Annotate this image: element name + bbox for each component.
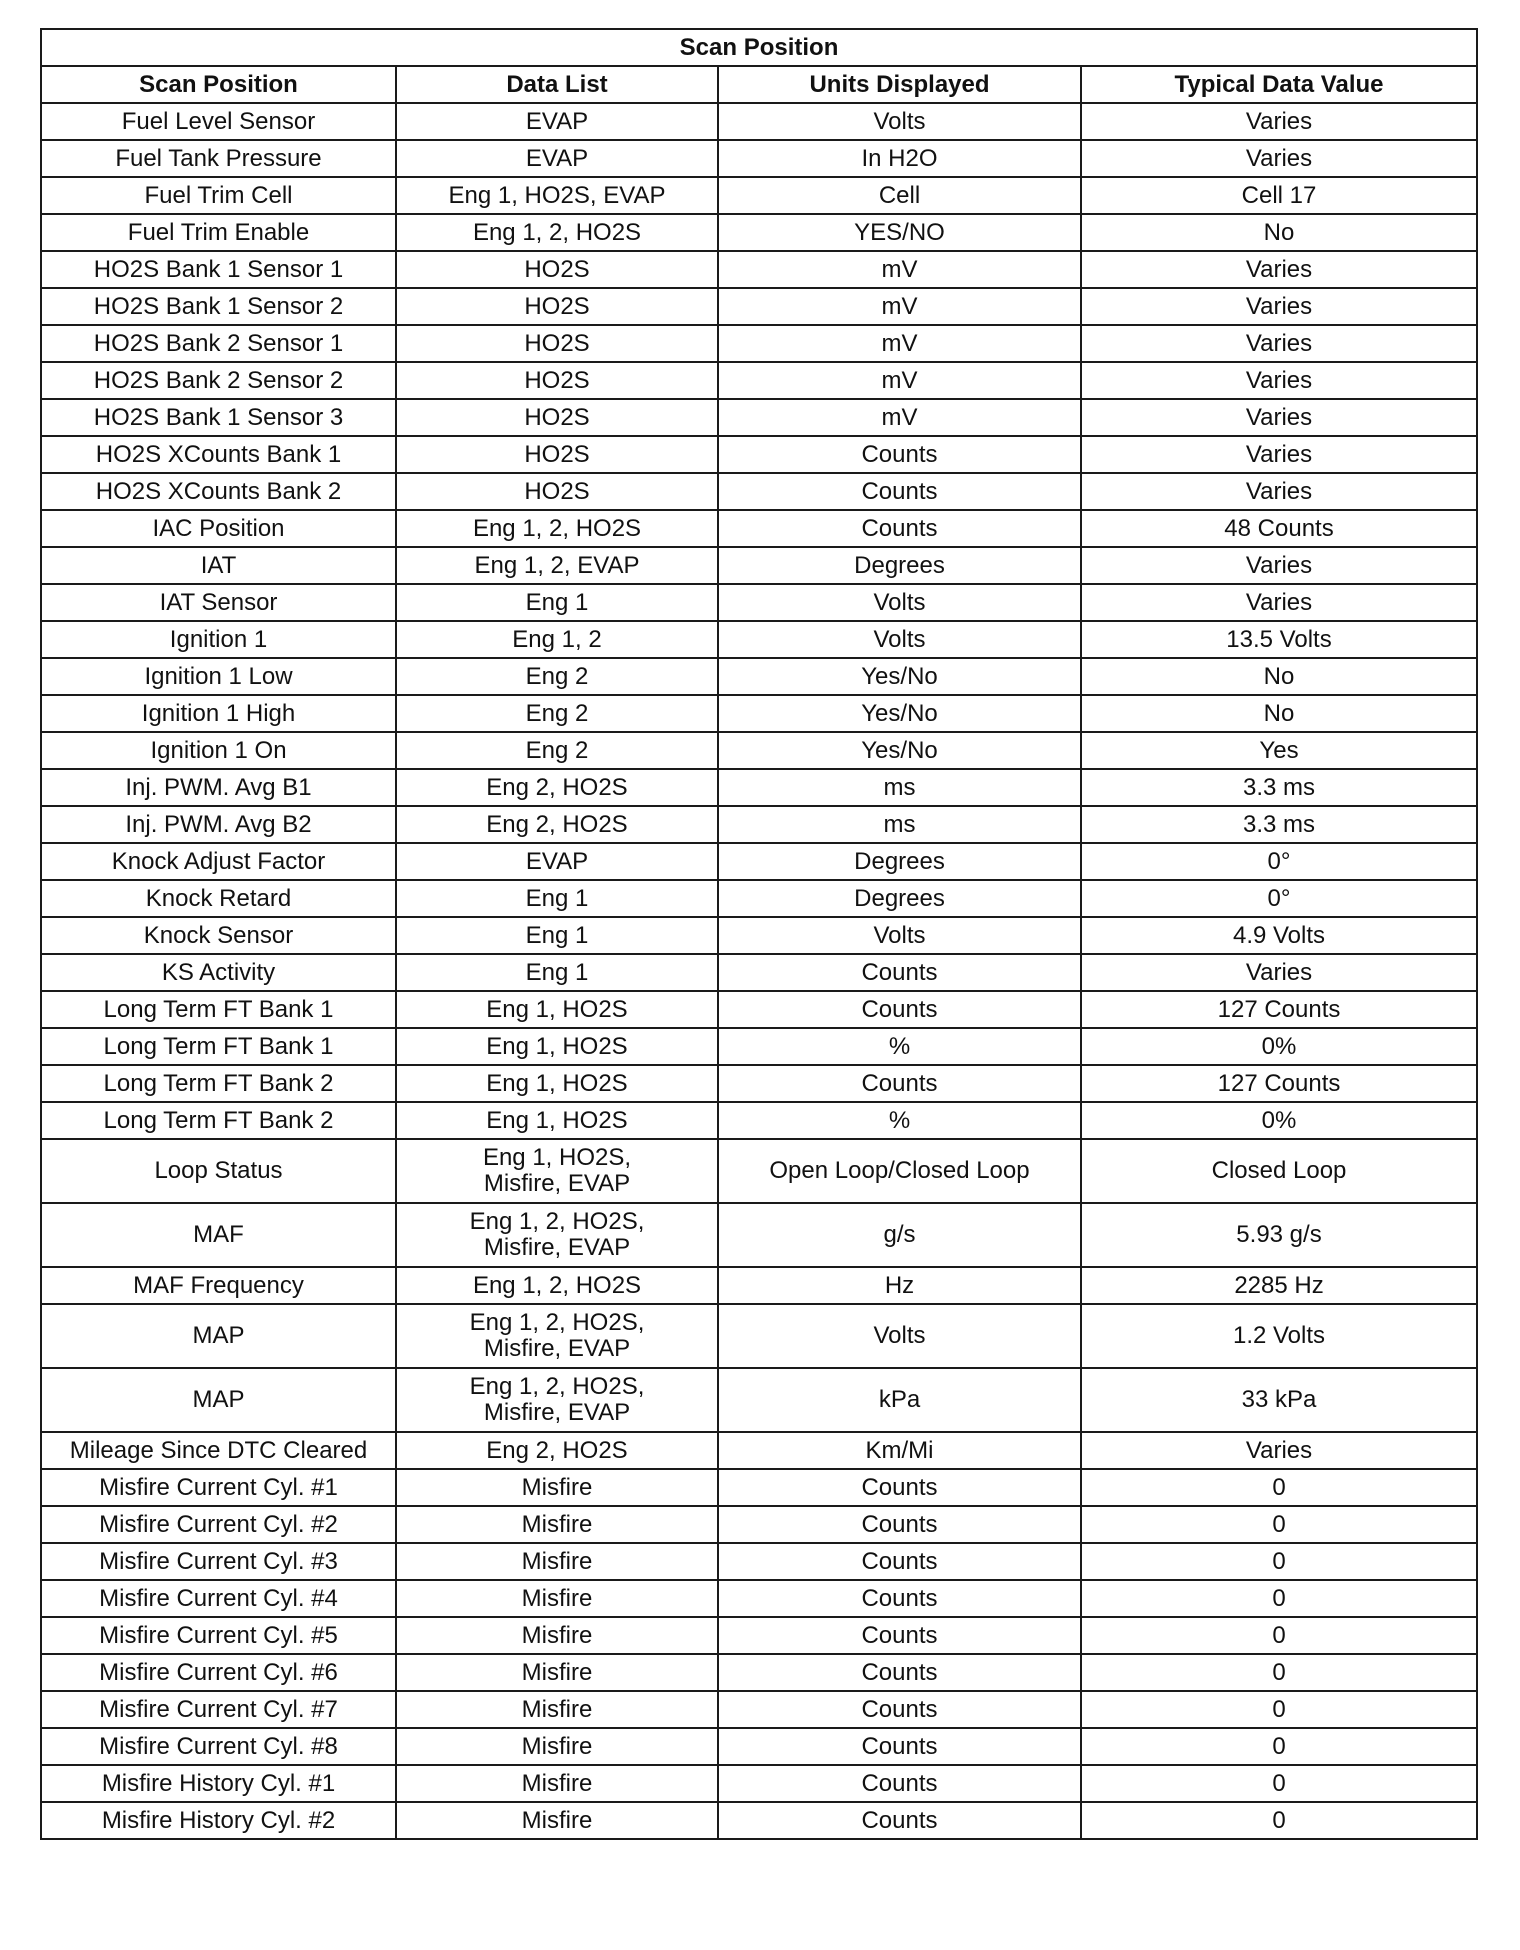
scan-position-cell: HO2S Bank 1 Sensor 1 xyxy=(41,251,396,288)
units-displayed-cell: Counts xyxy=(718,510,1081,547)
table-row xyxy=(41,1580,1477,1617)
table-row xyxy=(41,362,1477,399)
typical-data-value-cell: Varies xyxy=(1081,584,1477,621)
typical-data-value-cell: 0 xyxy=(1081,1580,1477,1617)
table-row xyxy=(41,1065,1477,1102)
typical-data-value-cell: Closed Loop xyxy=(1081,1139,1477,1203)
data-list-cell: Misfire xyxy=(396,1728,718,1765)
typical-data-value-cell: Varies xyxy=(1081,103,1477,140)
typical-data-value-cell: 0° xyxy=(1081,880,1477,917)
units-displayed-cell: g/s xyxy=(718,1203,1081,1267)
units-displayed-cell: % xyxy=(718,1028,1081,1065)
data-list-cell: Eng 2, HO2S xyxy=(396,806,718,843)
table-row xyxy=(41,177,1477,214)
units-displayed-cell: mV xyxy=(718,362,1081,399)
units-displayed-cell: Counts xyxy=(718,1802,1081,1839)
table-row xyxy=(41,880,1477,917)
table-row xyxy=(41,1506,1477,1543)
scan-position-cell: Fuel Level Sensor xyxy=(41,103,396,140)
units-displayed-cell: Volts xyxy=(718,584,1081,621)
typical-data-value-cell: 0 xyxy=(1081,1728,1477,1765)
data-list-cell: Eng 1, HO2S xyxy=(396,1102,718,1139)
data-list-cell: HO2S xyxy=(396,325,718,362)
scan-position-cell: HO2S Bank 2 Sensor 2 xyxy=(41,362,396,399)
typical-data-value-cell: 0% xyxy=(1081,1028,1477,1065)
header-typical-data-value: Typical Data Value xyxy=(1081,66,1477,103)
typical-data-value-cell: No xyxy=(1081,695,1477,732)
scan-position-cell: Misfire Current Cyl. #2 xyxy=(41,1506,396,1543)
scan-position-cell: Long Term FT Bank 2 xyxy=(41,1065,396,1102)
scan-position-cell: Misfire History Cyl. #1 xyxy=(41,1765,396,1802)
table-row xyxy=(41,1691,1477,1728)
data-list-cell: Eng 1, 2, HO2S xyxy=(396,510,718,547)
typical-data-value-cell: Yes xyxy=(1081,732,1477,769)
table-row xyxy=(41,1469,1477,1506)
typical-data-value-cell: 0 xyxy=(1081,1802,1477,1839)
table-row xyxy=(41,658,1477,695)
typical-data-value-cell: Varies xyxy=(1081,325,1477,362)
scan-position-cell: Fuel Tank Pressure xyxy=(41,140,396,177)
typical-data-value-cell: 127 Counts xyxy=(1081,991,1477,1028)
units-displayed-cell: Yes/No xyxy=(718,732,1081,769)
data-list-cell: HO2S xyxy=(396,251,718,288)
data-list-cell: Eng 1, HO2S xyxy=(396,1028,718,1065)
table-row xyxy=(41,1368,1477,1432)
table-row xyxy=(41,251,1477,288)
table-row xyxy=(41,103,1477,140)
data-list-cell: HO2S xyxy=(396,436,718,473)
data-list-cell: EVAP xyxy=(396,843,718,880)
typical-data-value-cell: 0 xyxy=(1081,1765,1477,1802)
scan-position-cell: Long Term FT Bank 1 xyxy=(41,1028,396,1065)
data-list-cell: HO2S xyxy=(396,473,718,510)
typical-data-value-cell: Cell 17 xyxy=(1081,177,1477,214)
units-displayed-cell: Hz xyxy=(718,1267,1081,1304)
table-row xyxy=(41,1617,1477,1654)
scan-position-cell: Ignition 1 On xyxy=(41,732,396,769)
typical-data-value-cell: 127 Counts xyxy=(1081,1065,1477,1102)
data-list-cell: Eng 1, 2, HO2S, Misfire, EVAP xyxy=(396,1203,718,1267)
data-list-cell: Eng 1, HO2S xyxy=(396,1065,718,1102)
table-body xyxy=(41,103,1477,1839)
data-list-cell: Eng 1 xyxy=(396,917,718,954)
typical-data-value-cell: Varies xyxy=(1081,954,1477,991)
typical-data-value-cell: Varies xyxy=(1081,547,1477,584)
typical-data-value-cell: 0 xyxy=(1081,1543,1477,1580)
table-row xyxy=(41,843,1477,880)
scan-position-cell: Loop Status xyxy=(41,1139,396,1203)
units-displayed-cell: Open Loop/Closed Loop xyxy=(718,1139,1081,1203)
table-row xyxy=(41,1728,1477,1765)
scan-position-cell: Misfire Current Cyl. #6 xyxy=(41,1654,396,1691)
typical-data-value-cell: Varies xyxy=(1081,473,1477,510)
scan-position-cell: HO2S XCounts Bank 2 xyxy=(41,473,396,510)
table-row xyxy=(41,695,1477,732)
table-row xyxy=(41,1139,1477,1203)
scan-position-cell: HO2S Bank 2 Sensor 1 xyxy=(41,325,396,362)
units-displayed-cell: Yes/No xyxy=(718,658,1081,695)
header-data-list: Data List xyxy=(396,66,718,103)
scan-position-cell: Long Term FT Bank 1 xyxy=(41,991,396,1028)
data-list-cell: Eng 1 xyxy=(396,584,718,621)
table-row xyxy=(41,1028,1477,1065)
scan-position-cell: Fuel Trim Cell xyxy=(41,177,396,214)
units-displayed-cell: In H2O xyxy=(718,140,1081,177)
data-list-cell: Misfire xyxy=(396,1691,718,1728)
table-row xyxy=(41,621,1477,658)
typical-data-value-cell: 0 xyxy=(1081,1691,1477,1728)
data-list-cell: EVAP xyxy=(396,140,718,177)
typical-data-value-cell: 0 xyxy=(1081,1617,1477,1654)
data-list-cell: Misfire xyxy=(396,1765,718,1802)
typical-data-value-cell: 0 xyxy=(1081,1654,1477,1691)
typical-data-value-cell: 3.3 ms xyxy=(1081,769,1477,806)
scan-position-cell: Inj. PWM. Avg B1 xyxy=(41,769,396,806)
units-displayed-cell: Counts xyxy=(718,1765,1081,1802)
data-list-cell: Misfire xyxy=(396,1802,718,1839)
units-displayed-cell: Cell xyxy=(718,177,1081,214)
typical-data-value-cell: 1.2 Volts xyxy=(1081,1304,1477,1368)
data-list-cell: EVAP xyxy=(396,103,718,140)
data-list-cell: Eng 1 xyxy=(396,954,718,991)
data-list-cell: Eng 1, 2 xyxy=(396,621,718,658)
scan-position-cell: MAF xyxy=(41,1203,396,1267)
units-displayed-cell: YES/NO xyxy=(718,214,1081,251)
units-displayed-cell: mV xyxy=(718,399,1081,436)
data-list-cell: Eng 2 xyxy=(396,695,718,732)
table-row xyxy=(41,1802,1477,1839)
typical-data-value-cell: No xyxy=(1081,214,1477,251)
data-list-cell: Eng 1, 2, HO2S, Misfire, EVAP xyxy=(396,1368,718,1432)
data-list-cell: Eng 1, HO2S, Misfire, EVAP xyxy=(396,1139,718,1203)
table-row xyxy=(41,214,1477,251)
typical-data-value-cell: Varies xyxy=(1081,288,1477,325)
units-displayed-cell: Km/Mi xyxy=(718,1432,1081,1469)
scan-position-cell: Misfire Current Cyl. #1 xyxy=(41,1469,396,1506)
table-row xyxy=(41,1432,1477,1469)
table-row xyxy=(41,399,1477,436)
table-row xyxy=(41,1304,1477,1368)
table-row xyxy=(41,1543,1477,1580)
units-displayed-cell: Counts xyxy=(718,1728,1081,1765)
units-displayed-cell: Volts xyxy=(718,621,1081,658)
units-displayed-cell: Degrees xyxy=(718,547,1081,584)
table-row xyxy=(41,510,1477,547)
scan-position-cell: Long Term FT Bank 2 xyxy=(41,1102,396,1139)
table-row xyxy=(41,547,1477,584)
data-list-cell: Eng 2, HO2S xyxy=(396,769,718,806)
typical-data-value-cell: 33 kPa xyxy=(1081,1368,1477,1432)
data-list-cell: Misfire xyxy=(396,1506,718,1543)
table-title-row xyxy=(41,29,1477,66)
units-displayed-cell: Counts xyxy=(718,1654,1081,1691)
data-list-cell: Eng 1, HO2S xyxy=(396,991,718,1028)
table-row xyxy=(41,1654,1477,1691)
table-row xyxy=(41,1203,1477,1267)
data-list-cell: Eng 1, HO2S, EVAP xyxy=(396,177,718,214)
scan-position-cell: Misfire Current Cyl. #5 xyxy=(41,1617,396,1654)
units-displayed-cell: % xyxy=(718,1102,1081,1139)
scan-position-cell: Inj. PWM. Avg B2 xyxy=(41,806,396,843)
typical-data-value-cell: Varies xyxy=(1081,251,1477,288)
typical-data-value-cell: 4.9 Volts xyxy=(1081,917,1477,954)
scan-position-cell: Ignition 1 xyxy=(41,621,396,658)
table-row xyxy=(41,991,1477,1028)
header-scan-position: Scan Position xyxy=(41,66,396,103)
units-displayed-cell: kPa xyxy=(718,1368,1081,1432)
scan-position-cell: Ignition 1 Low xyxy=(41,658,396,695)
data-list-cell: Misfire xyxy=(396,1654,718,1691)
scan-position-cell: Knock Sensor xyxy=(41,917,396,954)
data-list-cell: Eng 2 xyxy=(396,732,718,769)
table-row xyxy=(41,806,1477,843)
typical-data-value-cell: 48 Counts xyxy=(1081,510,1477,547)
table-row xyxy=(41,140,1477,177)
units-displayed-cell: Counts xyxy=(718,954,1081,991)
scan-position-cell: Mileage Since DTC Cleared xyxy=(41,1432,396,1469)
data-list-cell: Eng 2, HO2S xyxy=(396,1432,718,1469)
table-header-row xyxy=(41,66,1477,103)
scan-position-cell: Knock Retard xyxy=(41,880,396,917)
table-row xyxy=(41,584,1477,621)
data-list-cell: Eng 1, 2, HO2S xyxy=(396,214,718,251)
scan-position-cell: MAP xyxy=(41,1368,396,1432)
data-list-cell: Eng 1, 2, HO2S xyxy=(396,1267,718,1304)
scan-position-cell: Misfire Current Cyl. #3 xyxy=(41,1543,396,1580)
typical-data-value-cell: Varies xyxy=(1081,362,1477,399)
scan-position-cell: Misfire Current Cyl. #4 xyxy=(41,1580,396,1617)
data-list-cell: Eng 1, 2, HO2S, Misfire, EVAP xyxy=(396,1304,718,1368)
data-list-cell: Misfire xyxy=(396,1580,718,1617)
units-displayed-cell: Volts xyxy=(718,917,1081,954)
typical-data-value-cell: 0 xyxy=(1081,1506,1477,1543)
table-row xyxy=(41,1765,1477,1802)
units-displayed-cell: Counts xyxy=(718,1506,1081,1543)
units-displayed-cell: Volts xyxy=(718,103,1081,140)
data-list-cell: Misfire xyxy=(396,1543,718,1580)
table-row xyxy=(41,917,1477,954)
units-displayed-cell: Counts xyxy=(718,1065,1081,1102)
scan-position-cell: Misfire Current Cyl. #7 xyxy=(41,1691,396,1728)
typical-data-value-cell: Varies xyxy=(1081,436,1477,473)
units-displayed-cell: Counts xyxy=(718,1691,1081,1728)
units-displayed-cell: Counts xyxy=(718,436,1081,473)
typical-data-value-cell: 0% xyxy=(1081,1102,1477,1139)
typical-data-value-cell: 0° xyxy=(1081,843,1477,880)
table-row xyxy=(41,1102,1477,1139)
typical-data-value-cell: Varies xyxy=(1081,1432,1477,1469)
document-page xyxy=(40,28,1476,1840)
data-list-cell: Eng 1 xyxy=(396,880,718,917)
units-displayed-cell: Counts xyxy=(718,1543,1081,1580)
data-list-cell: Eng 1, 2, EVAP xyxy=(396,547,718,584)
units-displayed-cell: Counts xyxy=(718,1469,1081,1506)
units-displayed-cell: Counts xyxy=(718,991,1081,1028)
data-list-cell: HO2S xyxy=(396,399,718,436)
data-list-cell: Misfire xyxy=(396,1617,718,1654)
data-list-cell: HO2S xyxy=(396,362,718,399)
units-displayed-cell: Counts xyxy=(718,1580,1081,1617)
scan-position-cell: IAT xyxy=(41,547,396,584)
units-displayed-cell: Degrees xyxy=(718,843,1081,880)
table-row xyxy=(41,473,1477,510)
typical-data-value-cell: Varies xyxy=(1081,140,1477,177)
table-row xyxy=(41,1267,1477,1304)
units-displayed-cell: mV xyxy=(718,288,1081,325)
scan-position-cell: HO2S XCounts Bank 1 xyxy=(41,436,396,473)
units-displayed-cell: mV xyxy=(718,325,1081,362)
scan-position-cell: Misfire History Cyl. #2 xyxy=(41,1802,396,1839)
table-row xyxy=(41,769,1477,806)
scan-position-cell: MAP xyxy=(41,1304,396,1368)
typical-data-value-cell: 13.5 Volts xyxy=(1081,621,1477,658)
units-displayed-cell: ms xyxy=(718,769,1081,806)
scan-position-cell: Ignition 1 High xyxy=(41,695,396,732)
typical-data-value-cell: Varies xyxy=(1081,399,1477,436)
data-list-cell: HO2S xyxy=(396,288,718,325)
table-row xyxy=(41,732,1477,769)
header-units-displayed: Units Displayed xyxy=(718,66,1081,103)
data-list-cell: Eng 2 xyxy=(396,658,718,695)
units-displayed-cell: Volts xyxy=(718,1304,1081,1368)
typical-data-value-cell: 5.93 g/s xyxy=(1081,1203,1477,1267)
scan-position-cell: Fuel Trim Enable xyxy=(41,214,396,251)
units-displayed-cell: mV xyxy=(718,251,1081,288)
table-title: Scan Position xyxy=(41,29,1477,66)
table-row xyxy=(41,436,1477,473)
units-displayed-cell: Yes/No xyxy=(718,695,1081,732)
scan-position-cell: KS Activity xyxy=(41,954,396,991)
table-row xyxy=(41,954,1477,991)
units-displayed-cell: Degrees xyxy=(718,880,1081,917)
scan-position-cell: HO2S Bank 1 Sensor 3 xyxy=(41,399,396,436)
scan-position-cell: IAC Position xyxy=(41,510,396,547)
typical-data-value-cell: 0 xyxy=(1081,1469,1477,1506)
typical-data-value-cell: 2285 Hz xyxy=(1081,1267,1477,1304)
scan-position-cell: HO2S Bank 1 Sensor 2 xyxy=(41,288,396,325)
scan-position-cell: IAT Sensor xyxy=(41,584,396,621)
typical-data-value-cell: 3.3 ms xyxy=(1081,806,1477,843)
units-displayed-cell: ms xyxy=(718,806,1081,843)
units-displayed-cell: Counts xyxy=(718,473,1081,510)
units-displayed-cell: Counts xyxy=(718,1617,1081,1654)
scan-position-cell: Misfire Current Cyl. #8 xyxy=(41,1728,396,1765)
table-row xyxy=(41,288,1477,325)
scan-position-cell: MAF Frequency xyxy=(41,1267,396,1304)
table-row xyxy=(41,325,1477,362)
scan-position-table xyxy=(40,28,1478,1840)
typical-data-value-cell: No xyxy=(1081,658,1477,695)
scan-position-cell: Knock Adjust Factor xyxy=(41,843,396,880)
data-list-cell: Misfire xyxy=(396,1469,718,1506)
